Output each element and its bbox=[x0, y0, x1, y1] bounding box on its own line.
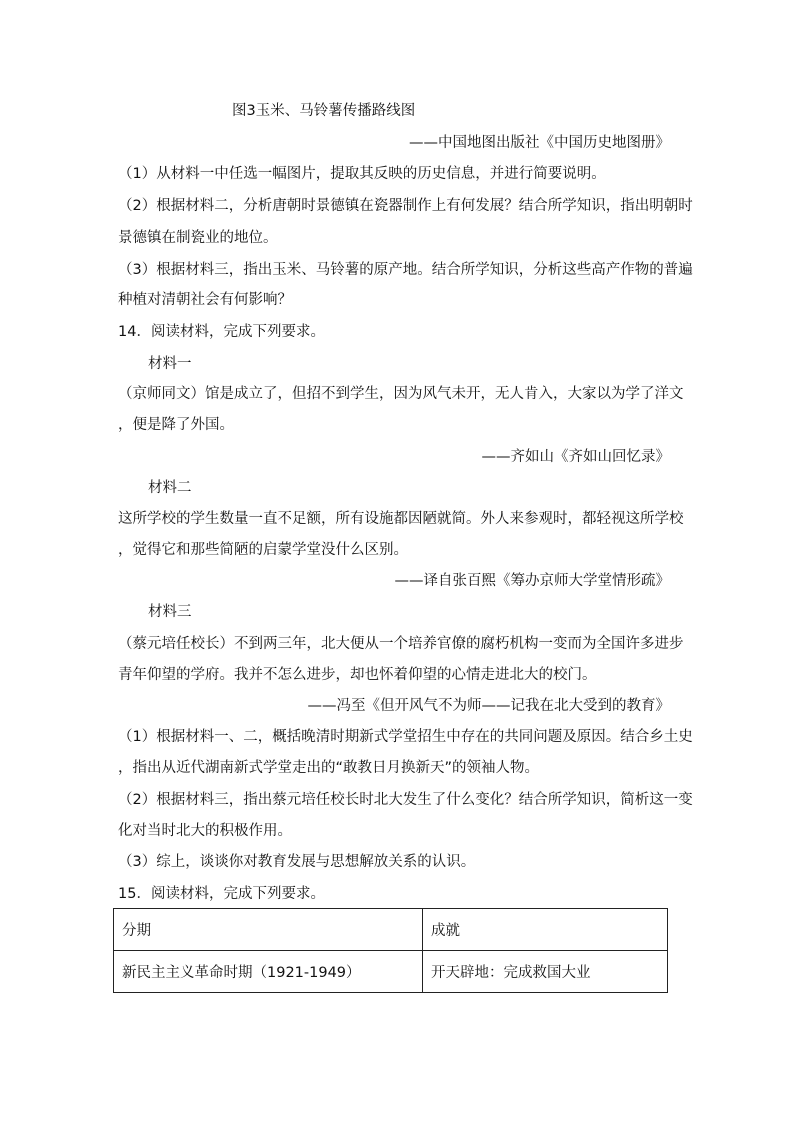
q13-sub3-line1: （3）根据材料三，指出玉米、马铃薯的原产地。结合所学知识，分析这些高产作物的普遍 bbox=[118, 262, 693, 278]
q14-sub2-line2: 化对当时北大的积极作用。 bbox=[118, 823, 292, 839]
q14-material3-source: ——冯至《但开风气不为师——记我在北大受到的教育》 bbox=[307, 698, 670, 714]
q13-sub1: （1）从材料一中任选一幅图片，提取其反映的历史信息，并进行简要说明。 bbox=[118, 166, 606, 182]
q14-material3-line1: （蔡元培任校长）不到两三年，北大便从一个培养官僚的腐朽机构一变而为全国许多进步 bbox=[118, 636, 684, 652]
q14-material1-line2: ，便是降了外国。 bbox=[118, 417, 234, 433]
q14-material1-label: 材料一 bbox=[148, 356, 192, 372]
table-row bbox=[114, 951, 668, 993]
q14-material2-source: ——译自张百熙《筹办京师大学堂情形疏》 bbox=[394, 573, 670, 589]
q14-material2-line2: ，觉得它和那些简陋的启蒙学堂没什么区别。 bbox=[118, 542, 408, 558]
q13-sub3-line2: 种植对清朝社会有何影响？ bbox=[118, 292, 292, 308]
figure-caption: 图3玉米、马铃薯传播路线图 bbox=[232, 103, 416, 119]
q14-material3-label: 材料三 bbox=[148, 604, 192, 620]
table-header-cell: 分期 bbox=[114, 909, 423, 951]
figure-source: ——中国地图出版社《中国历史地图册》 bbox=[409, 135, 670, 151]
q14-material2-line1: 这所学校的学生数量一直不足额，所有设施都因陋就简。外人来参观时，都轻视这所学校 bbox=[118, 511, 684, 527]
q13-sub2-line2: 景德镇在制瓷业的地位。 bbox=[118, 230, 278, 246]
q14-material2-label: 材料二 bbox=[148, 480, 192, 496]
table-cell: 开天辟地：完成救国大业 bbox=[423, 951, 668, 993]
q15-title: 15．阅读材料，完成下列要求。 bbox=[118, 886, 325, 902]
q14-material3-line2: 青年仰望的学府。我并不怎么进步，却也怀着仰望的心情走进北大的校门。 bbox=[118, 667, 597, 683]
q14-sub1-line1: （1）根据材料一、二，概括晚清时期新式学堂招生中存在的共同问题及原因。结合乡土史 bbox=[118, 729, 693, 745]
q14-title: 14．阅读材料，完成下列要求。 bbox=[118, 324, 325, 340]
table-header-cell: 成就 bbox=[423, 909, 668, 951]
q13-sub2-line1: （2）根据材料二，分析唐朝时景德镇在瓷器制作上有何发展？结合所学知识，指出明朝时 bbox=[118, 198, 693, 214]
q14-sub1-line2: ，指出从近代湖南新式学堂走出的“敢教日月换新天”的领袖人物。 bbox=[118, 760, 540, 776]
table-header-row bbox=[114, 909, 668, 951]
q14-sub2-line1: （2）根据材料三，指出蔡元培任校长时北大发生了什么变化？结合所学知识，简析这一变 bbox=[118, 792, 693, 808]
q14-sub3: （3）综上，谈谈你对教育发展与思想解放关系的认识。 bbox=[118, 854, 476, 870]
q15-table bbox=[113, 908, 668, 993]
table-cell: 新民主主义革命时期（1921-1949） bbox=[114, 951, 423, 993]
q14-material1-line1: （京师同文）馆是成立了，但招不到学生，因为风气未开，无人肯入，大家以为学了洋文 bbox=[118, 386, 684, 402]
q14-material1-source: ——齐如山《齐如山回忆录》 bbox=[481, 449, 670, 465]
